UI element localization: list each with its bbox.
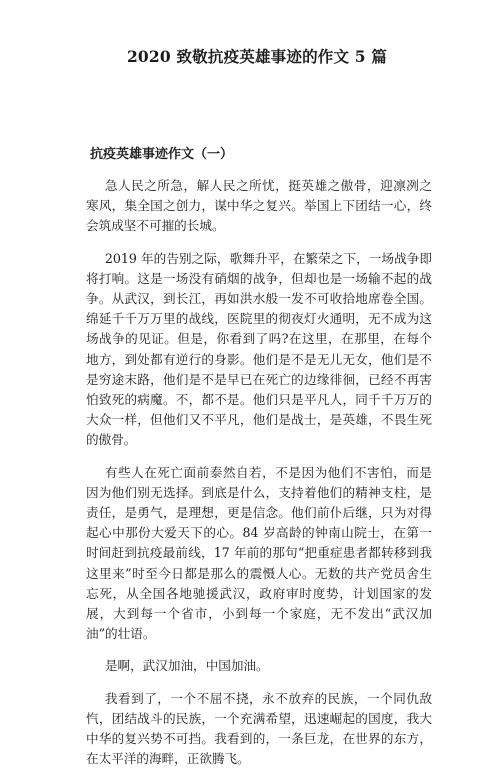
body-paragraph-3: 有些人在死亡面前泰然自若，不是因为他们不害怕，而是因为他们别无选择。到底是什么，支持着他们的精神支柱，是责任，是勇气，是理想，更是信念。他们前仆后继，只为对得起心中那份大爱天下的心。84 岁高龄的钟南山院士，在第一时间赶到抗疫最前线，17 年前的那句“把重症患者都转移到我这里来”时至今日都是那么的震慑人心。无数的共产党员舍生忘死，从全国各地驰援武汉，政府审时度势，计划国家的发展，大到每一个省市，小到每一个家庭，无不发出“武汉加油”的壮语。 xyxy=(86,464,432,642)
body-paragraph-5: 我看到了，一个不屈不挠，永不放弃的民族，一个同仇敌忾，团结战斗的民族，一个充满希望，迅速崛起的国度，我大中华的复兴势不可挡。我看到的，一条巨龙，在世界的东方，在太平洋的海畔，正欲腾飞。 xyxy=(86,690,432,767)
document-title: 2020 致敬抗疫英雄事迹的作文 5 篇 xyxy=(126,47,388,66)
body-paragraph-4: 是啊，武汉加油，中国加油。 xyxy=(104,658,269,674)
body-paragraph-2: 2019 年的告别之际，歌舞升平，在繁荣之下，一场战争即将打响。这是一场没有硝烟的战争，但却也是一场输不起的战争。从武汉，到长江，再如洪水般一发不可收拾地席卷全国。绵延千千万万里的战线，医院里的彻夜灯火通明，无不成为这场战争的见证。但是，你看到了吗?在这里，在那里，在每个地方，到处都有逆行的身影。他们是不是无儿无女，他们是不是穷途末路，他们是不是早已在死亡的边缘徘徊，已经不再害怕致死的病魔。不，都不是。他们只是平凡人，同千千万万的大众一样，但他们又不平凡，他们是战士，是英雄，不畏生死的傲骨。 xyxy=(86,250,432,448)
section-heading: 抗疫英雄事迹作文（一） xyxy=(90,147,234,162)
body-paragraph-1: 急人民之所急，解人民之所忧，挺英雄之傲骨，迎凛冽之寒风，集全国之创力，谋中华之复兴。举国上下团结一心，终会筑成坚不可摧的长城。 xyxy=(86,178,432,234)
